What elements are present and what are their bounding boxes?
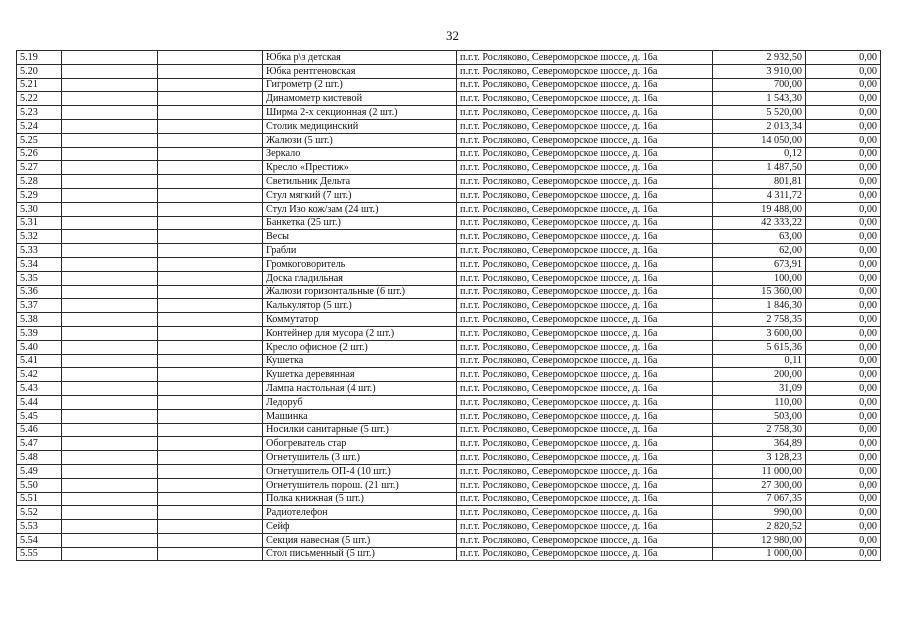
item-number-cell: 5.52 xyxy=(17,506,62,520)
item-residual-cell: 0,00 xyxy=(806,299,881,313)
item-address-cell: п.г.т. Росляково, Североморское шоссе, д. 16а xyxy=(457,382,713,396)
item-name-cell: Доска гладильная xyxy=(263,271,457,285)
item-value-cell: 700,00 xyxy=(713,78,806,92)
item-value-cell: 2 820,52 xyxy=(713,520,806,534)
empty-cell xyxy=(62,492,158,506)
item-address-cell: п.г.т. Росляково, Североморское шоссе, д. 16а xyxy=(457,106,713,120)
item-value-cell: 503,00 xyxy=(713,409,806,423)
item-residual-cell: 0,00 xyxy=(806,506,881,520)
empty-cell xyxy=(158,464,263,478)
table-row xyxy=(17,78,881,92)
item-residual-cell: 0,00 xyxy=(806,216,881,230)
item-address-cell: п.г.т. Росляково, Североморское шоссе, д. 16а xyxy=(457,451,713,465)
empty-cell xyxy=(158,423,263,437)
item-residual-cell: 0,00 xyxy=(806,285,881,299)
item-address-cell: п.г.т. Росляково, Североморское шоссе, д. 16а xyxy=(457,464,713,478)
item-residual-cell: 0,00 xyxy=(806,478,881,492)
item-address-cell: п.г.т. Росляково, Североморское шоссе, д. 16а xyxy=(457,216,713,230)
item-name-cell: Секция навесная (5 шт.) xyxy=(263,533,457,547)
item-residual-cell: 0,00 xyxy=(806,326,881,340)
page-number: 32 xyxy=(446,28,459,43)
item-name-cell: Жалюзи горизонтальные (6 шт.) xyxy=(263,285,457,299)
item-residual-cell: 0,00 xyxy=(806,106,881,120)
item-address-cell: п.г.т. Росляково, Североморское шоссе, д. 16а xyxy=(457,244,713,258)
item-name-cell: Лампа настольная (4 шт.) xyxy=(263,382,457,396)
empty-cell xyxy=(62,202,158,216)
empty-cell xyxy=(158,395,263,409)
empty-cell xyxy=(158,437,263,451)
item-value-cell: 801,81 xyxy=(713,175,806,189)
item-value-cell: 62,00 xyxy=(713,244,806,258)
empty-cell xyxy=(62,409,158,423)
table-row xyxy=(17,368,881,382)
item-name-cell: Кресло офисное (2 шт.) xyxy=(263,340,457,354)
table-row xyxy=(17,451,881,465)
empty-cell xyxy=(62,437,158,451)
table-row xyxy=(17,382,881,396)
empty-cell xyxy=(62,271,158,285)
item-value-cell: 110,00 xyxy=(713,395,806,409)
item-number-cell: 5.20 xyxy=(17,64,62,78)
item-name-cell: Кресло «Престиж» xyxy=(263,161,457,175)
item-name-cell: Юбка р\з детская xyxy=(263,51,457,65)
empty-cell xyxy=(62,216,158,230)
empty-cell xyxy=(62,313,158,327)
table-row xyxy=(17,395,881,409)
empty-cell xyxy=(158,409,263,423)
item-number-cell: 5.36 xyxy=(17,285,62,299)
table-row xyxy=(17,188,881,202)
empty-cell xyxy=(62,520,158,534)
item-number-cell: 5.47 xyxy=(17,437,62,451)
item-name-cell: Светильник Дельта xyxy=(263,175,457,189)
empty-cell xyxy=(158,78,263,92)
empty-cell xyxy=(158,520,263,534)
item-residual-cell: 0,00 xyxy=(806,451,881,465)
item-address-cell: п.г.т. Росляково, Североморское шоссе, д. 16а xyxy=(457,340,713,354)
inventory-table-body xyxy=(17,51,881,561)
item-name-cell: Обогреватель стар xyxy=(263,437,457,451)
item-name-cell: Кушетка xyxy=(263,354,457,368)
empty-cell xyxy=(158,64,263,78)
empty-cell xyxy=(62,161,158,175)
item-value-cell: 12 980,00 xyxy=(713,533,806,547)
item-number-cell: 5.39 xyxy=(17,326,62,340)
item-name-cell: Грабли xyxy=(263,244,457,258)
item-address-cell: п.г.т. Росляково, Североморское шоссе, д. 16а xyxy=(457,51,713,65)
table-row xyxy=(17,257,881,271)
item-residual-cell: 0,00 xyxy=(806,382,881,396)
item-number-cell: 5.50 xyxy=(17,478,62,492)
item-name-cell: Динамометр кистевой xyxy=(263,92,457,106)
item-number-cell: 5.40 xyxy=(17,340,62,354)
item-number-cell: 5.31 xyxy=(17,216,62,230)
item-value-cell: 63,00 xyxy=(713,230,806,244)
item-number-cell: 5.32 xyxy=(17,230,62,244)
item-number-cell: 5.27 xyxy=(17,161,62,175)
item-address-cell: п.г.т. Росляково, Североморское шоссе, д. 16а xyxy=(457,478,713,492)
empty-cell xyxy=(158,285,263,299)
item-number-cell: 5.45 xyxy=(17,409,62,423)
empty-cell xyxy=(62,423,158,437)
item-name-cell: Огнетушитель порош. (21 шт.) xyxy=(263,478,457,492)
empty-cell xyxy=(62,478,158,492)
item-residual-cell: 0,00 xyxy=(806,119,881,133)
empty-cell xyxy=(62,285,158,299)
item-name-cell: Контейнер для мусора (2 шт.) xyxy=(263,326,457,340)
item-residual-cell: 0,00 xyxy=(806,313,881,327)
item-value-cell: 1 543,30 xyxy=(713,92,806,106)
empty-cell xyxy=(62,244,158,258)
empty-cell xyxy=(158,533,263,547)
item-residual-cell: 0,00 xyxy=(806,547,881,561)
table-row xyxy=(17,423,881,437)
item-name-cell: Коммутатор xyxy=(263,313,457,327)
item-residual-cell: 0,00 xyxy=(806,340,881,354)
item-address-cell: п.г.т. Росляково, Североморское шоссе, д. 16а xyxy=(457,492,713,506)
item-value-cell: 1 846,30 xyxy=(713,299,806,313)
empty-cell xyxy=(62,547,158,561)
empty-cell xyxy=(62,78,158,92)
empty-cell xyxy=(158,299,263,313)
table-row xyxy=(17,506,881,520)
item-name-cell: Радиотелефон xyxy=(263,506,457,520)
item-value-cell: 673,91 xyxy=(713,257,806,271)
item-number-cell: 5.21 xyxy=(17,78,62,92)
item-number-cell: 5.30 xyxy=(17,202,62,216)
empty-cell xyxy=(62,533,158,547)
item-number-cell: 5.49 xyxy=(17,464,62,478)
item-number-cell: 5.22 xyxy=(17,92,62,106)
item-name-cell: Весы xyxy=(263,230,457,244)
empty-cell xyxy=(62,64,158,78)
table-row xyxy=(17,64,881,78)
empty-cell xyxy=(158,257,263,271)
item-address-cell: п.г.т. Росляково, Североморское шоссе, д. 16а xyxy=(457,161,713,175)
table-row xyxy=(17,92,881,106)
item-residual-cell: 0,00 xyxy=(806,437,881,451)
item-value-cell: 100,00 xyxy=(713,271,806,285)
item-address-cell: п.г.т. Росляково, Североморское шоссе, д. 16а xyxy=(457,92,713,106)
item-name-cell: Калькулятор (5 шт.) xyxy=(263,299,457,313)
empty-cell xyxy=(62,382,158,396)
table-row xyxy=(17,175,881,189)
empty-cell xyxy=(62,451,158,465)
empty-cell xyxy=(62,368,158,382)
table-row xyxy=(17,271,881,285)
empty-cell xyxy=(158,202,263,216)
item-name-cell: Жалюзи (5 шт.) xyxy=(263,133,457,147)
table-row xyxy=(17,119,881,133)
item-address-cell: п.г.т. Росляково, Североморское шоссе, д. 16а xyxy=(457,285,713,299)
item-value-cell: 3 600,00 xyxy=(713,326,806,340)
item-name-cell: Носилки санитарные (5 шт.) xyxy=(263,423,457,437)
item-name-cell: Кушетка деревянная xyxy=(263,368,457,382)
item-name-cell: Стол письменный (5 шт.) xyxy=(263,547,457,561)
item-address-cell: п.г.т. Росляково, Североморское шоссе, д. 16а xyxy=(457,313,713,327)
item-value-cell: 11 000,00 xyxy=(713,464,806,478)
item-value-cell: 2 932,50 xyxy=(713,51,806,65)
item-residual-cell: 0,00 xyxy=(806,51,881,65)
item-name-cell: Столик медицинский xyxy=(263,119,457,133)
item-number-cell: 5.33 xyxy=(17,244,62,258)
item-address-cell: п.г.т. Росляково, Североморское шоссе, д. 16а xyxy=(457,299,713,313)
item-address-cell: п.г.т. Росляково, Североморское шоссе, д. 16а xyxy=(457,368,713,382)
table-row xyxy=(17,313,881,327)
table-row xyxy=(17,285,881,299)
table-row xyxy=(17,464,881,478)
item-value-cell: 42 333,22 xyxy=(713,216,806,230)
empty-cell xyxy=(158,244,263,258)
item-number-cell: 5.51 xyxy=(17,492,62,506)
table-row xyxy=(17,161,881,175)
item-residual-cell: 0,00 xyxy=(806,368,881,382)
empty-cell xyxy=(62,147,158,161)
item-address-cell: п.г.т. Росляково, Североморское шоссе, д. 16а xyxy=(457,175,713,189)
item-name-cell: Зеркало xyxy=(263,147,457,161)
item-value-cell: 4 311,72 xyxy=(713,188,806,202)
empty-cell xyxy=(158,51,263,65)
item-address-cell: п.г.т. Росляково, Североморское шоссе, д. 16а xyxy=(457,354,713,368)
item-residual-cell: 0,00 xyxy=(806,354,881,368)
empty-cell xyxy=(158,368,263,382)
empty-cell xyxy=(158,188,263,202)
item-name-cell: Машинка xyxy=(263,409,457,423)
item-name-cell: Стул мягкий (7 шт.) xyxy=(263,188,457,202)
item-number-cell: 5.28 xyxy=(17,175,62,189)
table-row xyxy=(17,299,881,313)
empty-cell xyxy=(158,119,263,133)
empty-cell xyxy=(158,506,263,520)
table-row xyxy=(17,520,881,534)
item-value-cell: 5 615,36 xyxy=(713,340,806,354)
table-row xyxy=(17,437,881,451)
item-value-cell: 990,00 xyxy=(713,506,806,520)
item-residual-cell: 0,00 xyxy=(806,175,881,189)
item-address-cell: п.г.т. Росляково, Североморское шоссе, д. 16а xyxy=(457,188,713,202)
item-residual-cell: 0,00 xyxy=(806,409,881,423)
item-number-cell: 5.37 xyxy=(17,299,62,313)
item-number-cell: 5.23 xyxy=(17,106,62,120)
empty-cell xyxy=(158,175,263,189)
item-address-cell: п.г.т. Росляково, Североморское шоссе, д. 16а xyxy=(457,547,713,561)
item-value-cell: 3 128,23 xyxy=(713,451,806,465)
inventory-table xyxy=(16,50,881,561)
empty-cell xyxy=(62,340,158,354)
item-name-cell: Полка книжная (5 шт.) xyxy=(263,492,457,506)
item-residual-cell: 0,00 xyxy=(806,533,881,547)
item-number-cell: 5.29 xyxy=(17,188,62,202)
item-value-cell: 1 000,00 xyxy=(713,547,806,561)
empty-cell xyxy=(62,326,158,340)
item-number-cell: 5.54 xyxy=(17,533,62,547)
item-residual-cell: 0,00 xyxy=(806,520,881,534)
item-name-cell: Ледоруб xyxy=(263,395,457,409)
item-value-cell: 15 360,00 xyxy=(713,285,806,299)
item-value-cell: 2 013,34 xyxy=(713,119,806,133)
item-address-cell: п.г.т. Росляково, Североморское шоссе, д. 16а xyxy=(457,437,713,451)
empty-cell xyxy=(62,230,158,244)
table-row xyxy=(17,244,881,258)
item-value-cell: 31,09 xyxy=(713,382,806,396)
item-address-cell: п.г.т. Росляково, Североморское шоссе, д. 16а xyxy=(457,395,713,409)
item-name-cell: Юбка рентгеновская xyxy=(263,64,457,78)
table-row xyxy=(17,147,881,161)
item-address-cell: п.г.т. Росляково, Североморское шоссе, д. 16а xyxy=(457,119,713,133)
empty-cell xyxy=(158,451,263,465)
item-number-cell: 5.19 xyxy=(17,51,62,65)
table-row xyxy=(17,133,881,147)
item-name-cell: Огнетушитель (3 шт.) xyxy=(263,451,457,465)
item-name-cell: Громкоговоритель xyxy=(263,257,457,271)
empty-cell xyxy=(158,133,263,147)
item-address-cell: п.г.т. Росляково, Североморское шоссе, д. 16а xyxy=(457,271,713,285)
empty-cell xyxy=(62,299,158,313)
item-value-cell: 27 300,00 xyxy=(713,478,806,492)
item-residual-cell: 0,00 xyxy=(806,202,881,216)
item-name-cell: Огнетушитель ОП-4 (10 шт.) xyxy=(263,464,457,478)
empty-cell xyxy=(62,106,158,120)
empty-cell xyxy=(158,106,263,120)
table-row xyxy=(17,533,881,547)
item-name-cell: Сейф xyxy=(263,520,457,534)
empty-cell xyxy=(158,161,263,175)
item-residual-cell: 0,00 xyxy=(806,78,881,92)
empty-cell xyxy=(158,478,263,492)
empty-cell xyxy=(158,492,263,506)
table-row xyxy=(17,202,881,216)
empty-cell xyxy=(158,340,263,354)
item-value-cell: 19 488,00 xyxy=(713,202,806,216)
item-address-cell: п.г.т. Росляково, Североморское шоссе, д. 16а xyxy=(457,409,713,423)
item-number-cell: 5.34 xyxy=(17,257,62,271)
item-address-cell: п.г.т. Росляково, Североморское шоссе, д. 16а xyxy=(457,147,713,161)
item-address-cell: п.г.т. Росляково, Североморское шоссе, д. 16а xyxy=(457,506,713,520)
item-number-cell: 5.26 xyxy=(17,147,62,161)
item-residual-cell: 0,00 xyxy=(806,230,881,244)
item-address-cell: п.г.т. Росляково, Североморское шоссе, д. 16а xyxy=(457,202,713,216)
item-residual-cell: 0,00 xyxy=(806,147,881,161)
item-value-cell: 200,00 xyxy=(713,368,806,382)
empty-cell xyxy=(158,547,263,561)
item-number-cell: 5.48 xyxy=(17,451,62,465)
table-row xyxy=(17,492,881,506)
item-number-cell: 5.43 xyxy=(17,382,62,396)
table-row xyxy=(17,478,881,492)
item-residual-cell: 0,00 xyxy=(806,64,881,78)
item-address-cell: п.г.т. Росляково, Североморское шоссе, д. 16а xyxy=(457,78,713,92)
empty-cell xyxy=(158,313,263,327)
item-value-cell: 2 758,30 xyxy=(713,423,806,437)
empty-cell xyxy=(158,271,263,285)
item-name-cell: Гигрометр (2 шт.) xyxy=(263,78,457,92)
item-name-cell: Стул Изо кож/зам (24 шт.) xyxy=(263,202,457,216)
item-residual-cell: 0,00 xyxy=(806,161,881,175)
empty-cell xyxy=(158,147,263,161)
item-value-cell: 0,12 xyxy=(713,147,806,161)
item-residual-cell: 0,00 xyxy=(806,188,881,202)
table-row xyxy=(17,51,881,65)
item-number-cell: 5.38 xyxy=(17,313,62,327)
item-value-cell: 2 758,35 xyxy=(713,313,806,327)
empty-cell xyxy=(62,92,158,106)
item-address-cell: п.г.т. Росляково, Североморское шоссе, д. 16а xyxy=(457,533,713,547)
table-row xyxy=(17,547,881,561)
item-residual-cell: 0,00 xyxy=(806,395,881,409)
item-residual-cell: 0,00 xyxy=(806,423,881,437)
table-row xyxy=(17,326,881,340)
item-number-cell: 5.55 xyxy=(17,547,62,561)
item-residual-cell: 0,00 xyxy=(806,257,881,271)
table-row xyxy=(17,340,881,354)
item-residual-cell: 0,00 xyxy=(806,92,881,106)
table-row xyxy=(17,409,881,423)
item-address-cell: п.г.т. Росляково, Североморское шоссе, д. 16а xyxy=(457,64,713,78)
empty-cell xyxy=(158,216,263,230)
empty-cell xyxy=(158,354,263,368)
table-row xyxy=(17,230,881,244)
empty-cell xyxy=(62,133,158,147)
item-value-cell: 3 910,00 xyxy=(713,64,806,78)
item-residual-cell: 0,00 xyxy=(806,244,881,258)
empty-cell xyxy=(62,51,158,65)
empty-cell xyxy=(62,119,158,133)
empty-cell xyxy=(158,92,263,106)
item-value-cell: 364,89 xyxy=(713,437,806,451)
item-number-cell: 5.42 xyxy=(17,368,62,382)
item-number-cell: 5.53 xyxy=(17,520,62,534)
item-number-cell: 5.25 xyxy=(17,133,62,147)
item-value-cell: 5 520,00 xyxy=(713,106,806,120)
item-residual-cell: 0,00 xyxy=(806,492,881,506)
table-row xyxy=(17,354,881,368)
item-value-cell: 0,11 xyxy=(713,354,806,368)
table-row xyxy=(17,216,881,230)
empty-cell xyxy=(62,175,158,189)
table-row xyxy=(17,106,881,120)
empty-cell xyxy=(62,354,158,368)
item-address-cell: п.г.т. Росляково, Североморское шоссе, д. 16а xyxy=(457,133,713,147)
item-number-cell: 5.35 xyxy=(17,271,62,285)
empty-cell xyxy=(62,257,158,271)
item-residual-cell: 0,00 xyxy=(806,271,881,285)
empty-cell xyxy=(158,326,263,340)
empty-cell xyxy=(158,382,263,396)
item-name-cell: Банкетка (25 шт.) xyxy=(263,216,457,230)
item-number-cell: 5.46 xyxy=(17,423,62,437)
item-address-cell: п.г.т. Росляково, Североморское шоссе, д. 16а xyxy=(457,230,713,244)
item-address-cell: п.г.т. Росляково, Североморское шоссе, д. 16а xyxy=(457,520,713,534)
empty-cell xyxy=(62,506,158,520)
empty-cell xyxy=(158,230,263,244)
empty-cell xyxy=(62,395,158,409)
item-number-cell: 5.41 xyxy=(17,354,62,368)
item-number-cell: 5.24 xyxy=(17,119,62,133)
item-value-cell: 7 067,35 xyxy=(713,492,806,506)
item-name-cell: Ширма 2-х секционная (2 шт.) xyxy=(263,106,457,120)
empty-cell xyxy=(62,188,158,202)
item-value-cell: 14 050,00 xyxy=(713,133,806,147)
item-residual-cell: 0,00 xyxy=(806,464,881,478)
item-residual-cell: 0,00 xyxy=(806,133,881,147)
item-address-cell: п.г.т. Росляково, Североморское шоссе, д. 16а xyxy=(457,423,713,437)
empty-cell xyxy=(62,464,158,478)
item-address-cell: п.г.т. Росляково, Североморское шоссе, д. 16а xyxy=(457,326,713,340)
item-number-cell: 5.44 xyxy=(17,395,62,409)
item-value-cell: 1 487,50 xyxy=(713,161,806,175)
item-address-cell: п.г.т. Росляково, Североморское шоссе, д. 16а xyxy=(457,257,713,271)
